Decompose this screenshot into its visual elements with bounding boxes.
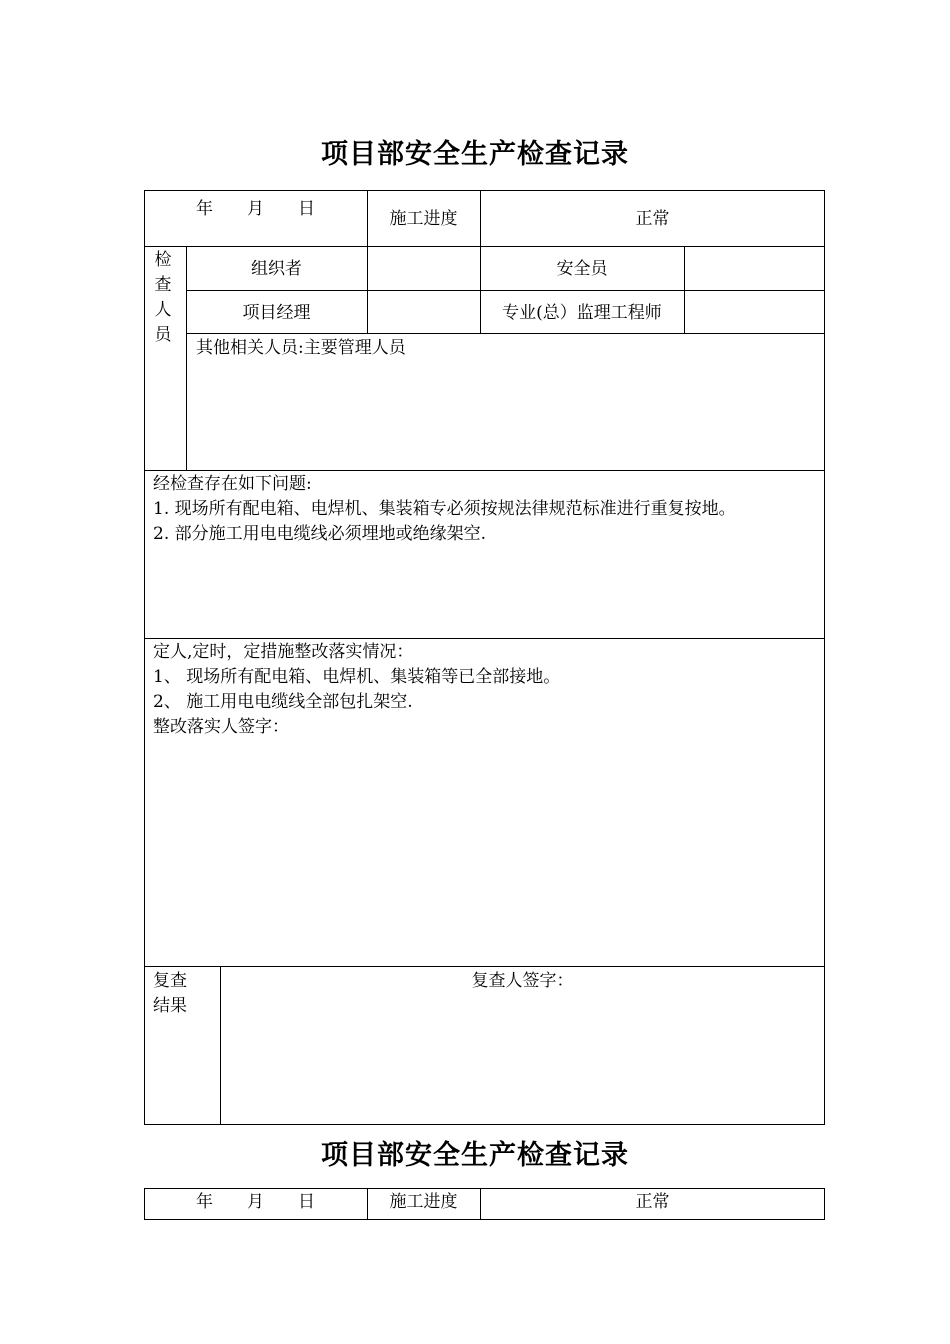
page-title: 项目部安全生产检查记录 <box>321 1140 629 1171</box>
other-personnel-text: 其他相关人员:主要管理人员 <box>196 338 406 358</box>
row-divider <box>144 470 825 471</box>
problem-item: 2. 部分施工用电电缆线必须埋地或绝缘架空. <box>153 524 487 544</box>
safety-officer-label: 安全员 <box>556 259 608 279</box>
row-divider <box>144 638 825 639</box>
project-manager-label: 项目经理 <box>242 303 311 323</box>
row-divider <box>144 966 825 967</box>
recheck-signature-label: 复查人签字： <box>471 971 574 991</box>
recheck-label: 结果 <box>153 996 187 1016</box>
inspectors-label-char: 检 <box>154 250 172 270</box>
row-divider <box>186 333 825 334</box>
supervisor-label: 专业(总）监理工程师 <box>502 303 662 323</box>
inspectors-label-char: 人 <box>154 300 172 320</box>
progress-label: 施工进度 <box>389 209 458 229</box>
progress-value: 正常 <box>635 209 670 229</box>
row-divider <box>186 290 825 291</box>
problem-item: 1. 现场所有配电箱、电焊机、集装箱专必须按规法律规范标准进行重复按地。 <box>153 499 736 519</box>
inspectors-label-char: 员 <box>154 325 172 345</box>
recheck-label: 复查 <box>153 971 187 991</box>
inspectors-label-char: 查 <box>154 275 172 295</box>
row-divider <box>144 246 825 247</box>
column-divider <box>684 246 685 334</box>
organizer-label: 组织者 <box>251 259 302 279</box>
date-field[interactable]: 年 月 日 <box>196 199 315 219</box>
progress-value: 正常 <box>635 1192 670 1212</box>
date-field[interactable]: 年 月 日 <box>196 1192 315 1212</box>
rectification-item: 1、 现场所有配电箱、电焊机、集装箱等已全部接地。 <box>153 667 561 687</box>
rectification-heading: 定人,定时，定措施整改落实情况： <box>153 642 414 662</box>
rectification-signature-label: 整改落实人签字： <box>153 717 289 737</box>
problems-heading: 经检查存在如下问题: <box>153 474 312 494</box>
progress-label: 施工进度 <box>389 1192 458 1212</box>
page-title: 项目部安全生产检查记录 <box>321 139 629 170</box>
rectification-item: 2、 施工用电电缆线全部包扎架空. <box>153 692 413 712</box>
